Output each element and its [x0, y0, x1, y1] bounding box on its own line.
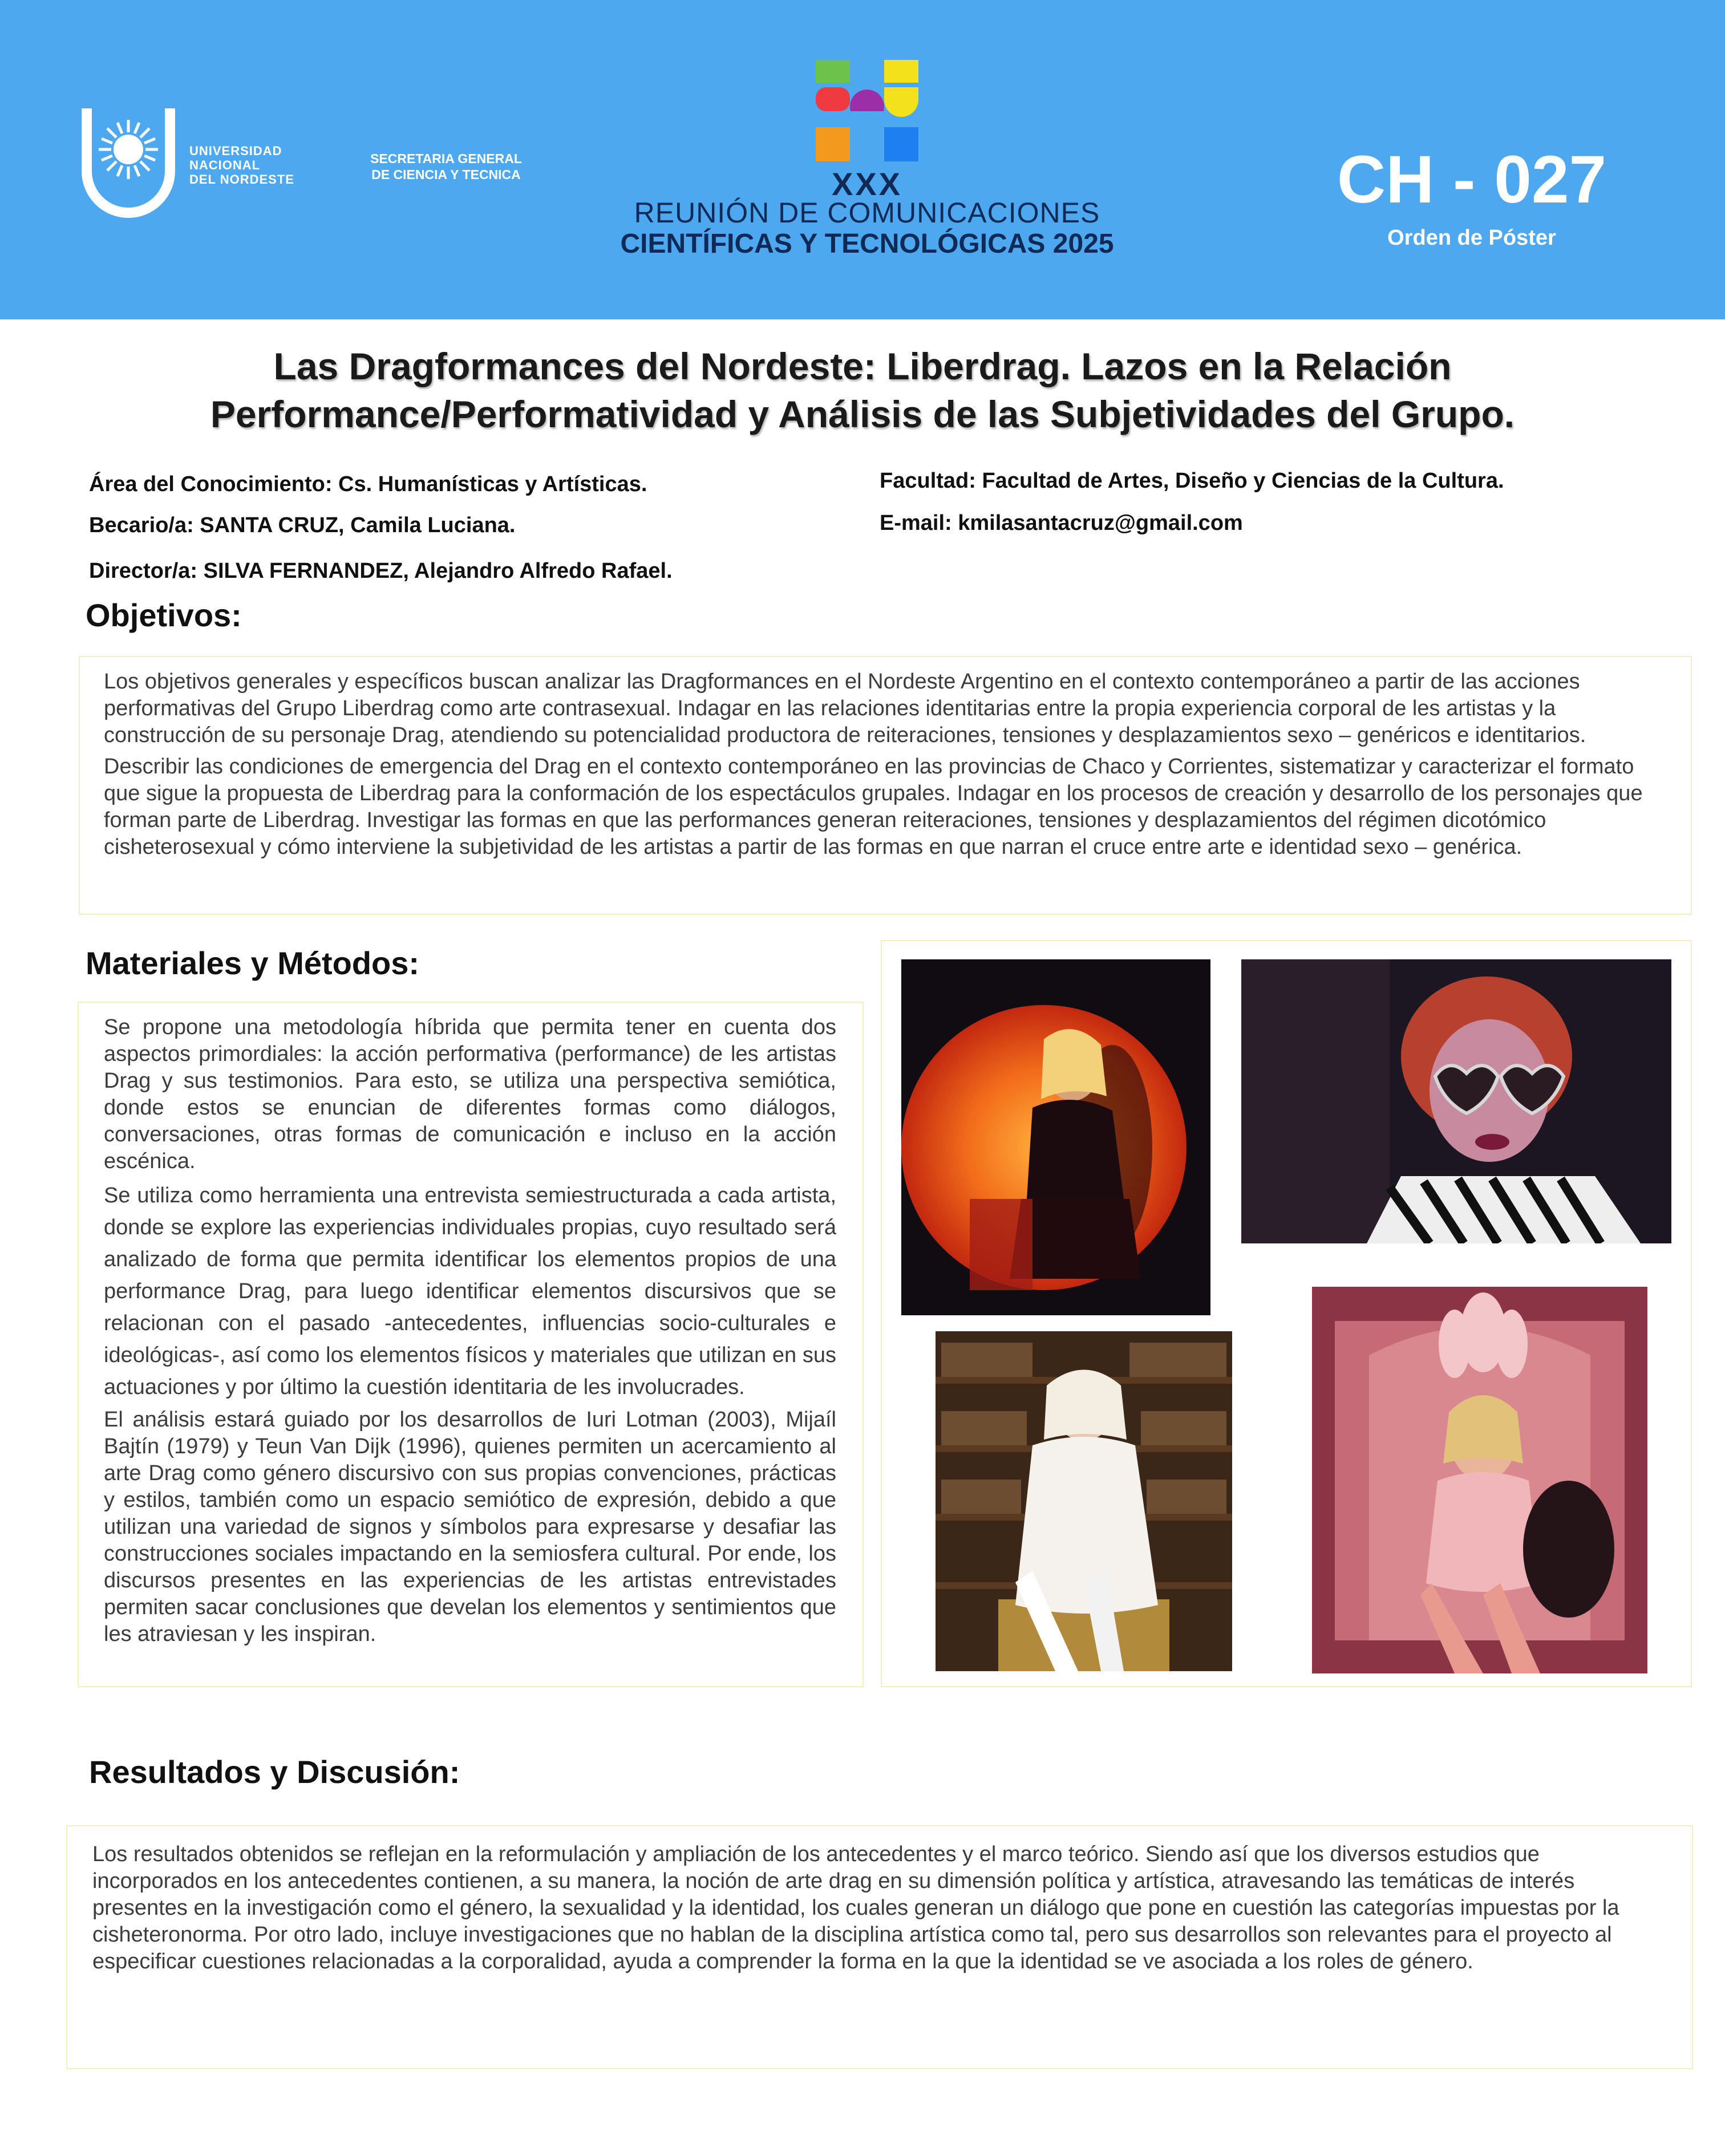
photo-orange-light-image: [901, 959, 1210, 1315]
poster-order-label: Orden de Póster: [1387, 226, 1556, 250]
title-line-1: Las Dragformances del Nordeste: Liberdrag. Lazos en la Relación: [273, 345, 1452, 387]
objetivos-paragraph-1: Los objetivos generales y específicos buscan analizar las Dragformances en el Nordeste Argentino en el contexto contemporáneo a partir de las acciones performativas del Grupo Liberdrag como arte contrasexual. Indagar en las relaciones identitarias entre la propia experiencia corporal de les artistas y la construcción de su personaje Drag, atendiendo su potencialidad productora de reiteraciones, tensiones y desplazamientos sexo – genéricos e identitarios.: [104, 670, 1586, 747]
meta-becario: Becario/a: SANTA CRUZ, Camila Luciana.: [89, 513, 516, 537]
photo-performer-orange-light: [901, 959, 1210, 1315]
objetivos-box: [79, 656, 1692, 915]
event-logo-icon: [810, 60, 924, 163]
materiales-paragraph-1: Se propone una metodología híbrida que permita tener en cuenta dos aspectos primordiales: la acción performativa (performance) de les artistas Drag y sus testimonios. Para esto, se utiliza una perspectiva semiótica, donde estos se enuncian de diferentes formas como diálogos, conversaciones, otras formas de comunicación e incluso en la acción escénica.: [104, 1015, 836, 1173]
photo-heart-glasses-image: [1241, 959, 1671, 1243]
unne-logo-icon: [80, 108, 177, 222]
materiales-paragraph-2: Se utiliza como herramienta una entrevista semiestructurada a cada artista, donde se explore las experiencias individuales propias, cuyo resultado será analizado de forma que permita identificar los elementos propios de una performance Drag, para luego identificar elementos discursivos que se relacionan con el pasado -antecedentes, influencias socio-culturales e ideológicas-, así como los elementos físicos y materiales que utilizan en sus actuaciones y por último la cuestión identitaria de les involucrades.: [104, 1184, 836, 1399]
meta-area: Área del Conocimiento: Cs. Humanísticas y Artísticas.: [89, 472, 647, 496]
photo-performer-pink-headdress: [1312, 1287, 1647, 1673]
meta-facultad: Facultad: Facultad de Artes, Diseño y Ciencias de la Cultura.: [880, 469, 1504, 493]
event-name-line-2: CIENTÍFICAS Y TECNOLÓGICAS 2025: [620, 229, 1114, 259]
materiales-paragraph-3: El análisis estará guiado por los desarrollos de Iuri Lotman (2003), Mijaíl Bajtín (1979) y Teun Van Dijk (1996), quienes permiten un acercamiento al arte Drag como género discursivo con sus propias convenciones, prácticas y estilos, también como un espacio semiótico de expresión, debido a que utilizan una variedad de signos y símbolos para expresarse y desafiar las construcciones sociales impactando en la semiosfera cultural. Por ende, los discursos presentes en las experiencias de les artistas entrevistades permiten sacar conclusiones que develan los elementos y sentimientos que les atraviesan y les inspiran.: [104, 1408, 836, 1646]
meta-email: E-mail: kmilasantacruz@gmail.com: [880, 511, 1243, 535]
secretaria-line-2: DE CIENCIA Y TECNICA: [371, 167, 521, 182]
secretaria-name: [361, 151, 532, 183]
objetivos-paragraph-2: Describir las condiciones de emergencia del Drag en el contexto contemporáneo en las provincias de Chaco y Corrientes, sistematizar y caracterizar el formato que sigue la propuesta de Liberdrag para la conformación de los espectáculos grupales. Indagar en los procesos de creación y desarrollo de los personajes que forman parte de Liberdrag. Investigar las formas en que las performances generan reiteraciones, tensiones y desplazamientos del régimen dicotómico cisheterosexual y cómo interviene la subjetividad de les artistas a partir de las formas en que narran el cruce entre arte e identidad sexo – genérica.: [104, 755, 1643, 859]
header-band: [0, 0, 1725, 319]
event-name-line-1: REUNIÓN DE COMUNICACIONES: [634, 197, 1100, 229]
photo-performer-library: [936, 1331, 1232, 1671]
university-line-2: NACIONAL: [189, 158, 261, 172]
photo-pink-headdress-image: [1312, 1287, 1647, 1673]
meta-director: Director/a: SILVA FERNANDEZ, Alejandro Alfredo Rafael.: [89, 559, 673, 583]
objetivos-heading: Objetivos:: [86, 597, 242, 633]
secretaria-line-1: SECRETARIA GENERAL: [370, 151, 522, 166]
poster-code: CH - 027: [1337, 142, 1607, 217]
university-name: [189, 144, 326, 187]
title-line-2: Performance/Performatividad y Análisis de las Subjetividades del Grupo.: [210, 393, 1515, 435]
university-line-1: UNIVERSIDAD: [189, 144, 282, 158]
university-line-3: DEL NORDESTE: [189, 172, 294, 187]
materiales-box: [78, 1002, 864, 1687]
materiales-heading: Materiales y Métodos:: [86, 945, 420, 981]
photo-performer-heart-glasses: [1241, 959, 1671, 1243]
resultados-box: [66, 1825, 1693, 2069]
resultados-heading: Resultados y Discusión:: [89, 1754, 460, 1790]
resultados-paragraph-1: Los resultados obtenidos se reflejan en la reformulación y ampliación de los antecedentes y el marco teórico. Siendo así que los diversos estudios que incorporados en los antecedentes contienen, a su manera, la noción de arte drag en su dimensión política y artística, atravesando las temáticas de interés presentes en la investigación como el género, la sexualidad y la identidad, los cuales generan un diálogo que pone en cuestión las categorías impuestas por la cisheteronorma. Por otro lado, incluye investigaciones que no hablan de la disciplina artística como tal, pero sus desarrollos son relevantes para el proyecto al especificar cuestiones relacionadas a la corporalidad, ayuda a comprender la forma en la que la identidad se ve asociada a los roles de género.: [92, 1842, 1619, 1973]
photo-library-image: [936, 1331, 1232, 1671]
poster-title: [86, 342, 1639, 438]
event-number: XXX: [831, 166, 903, 202]
